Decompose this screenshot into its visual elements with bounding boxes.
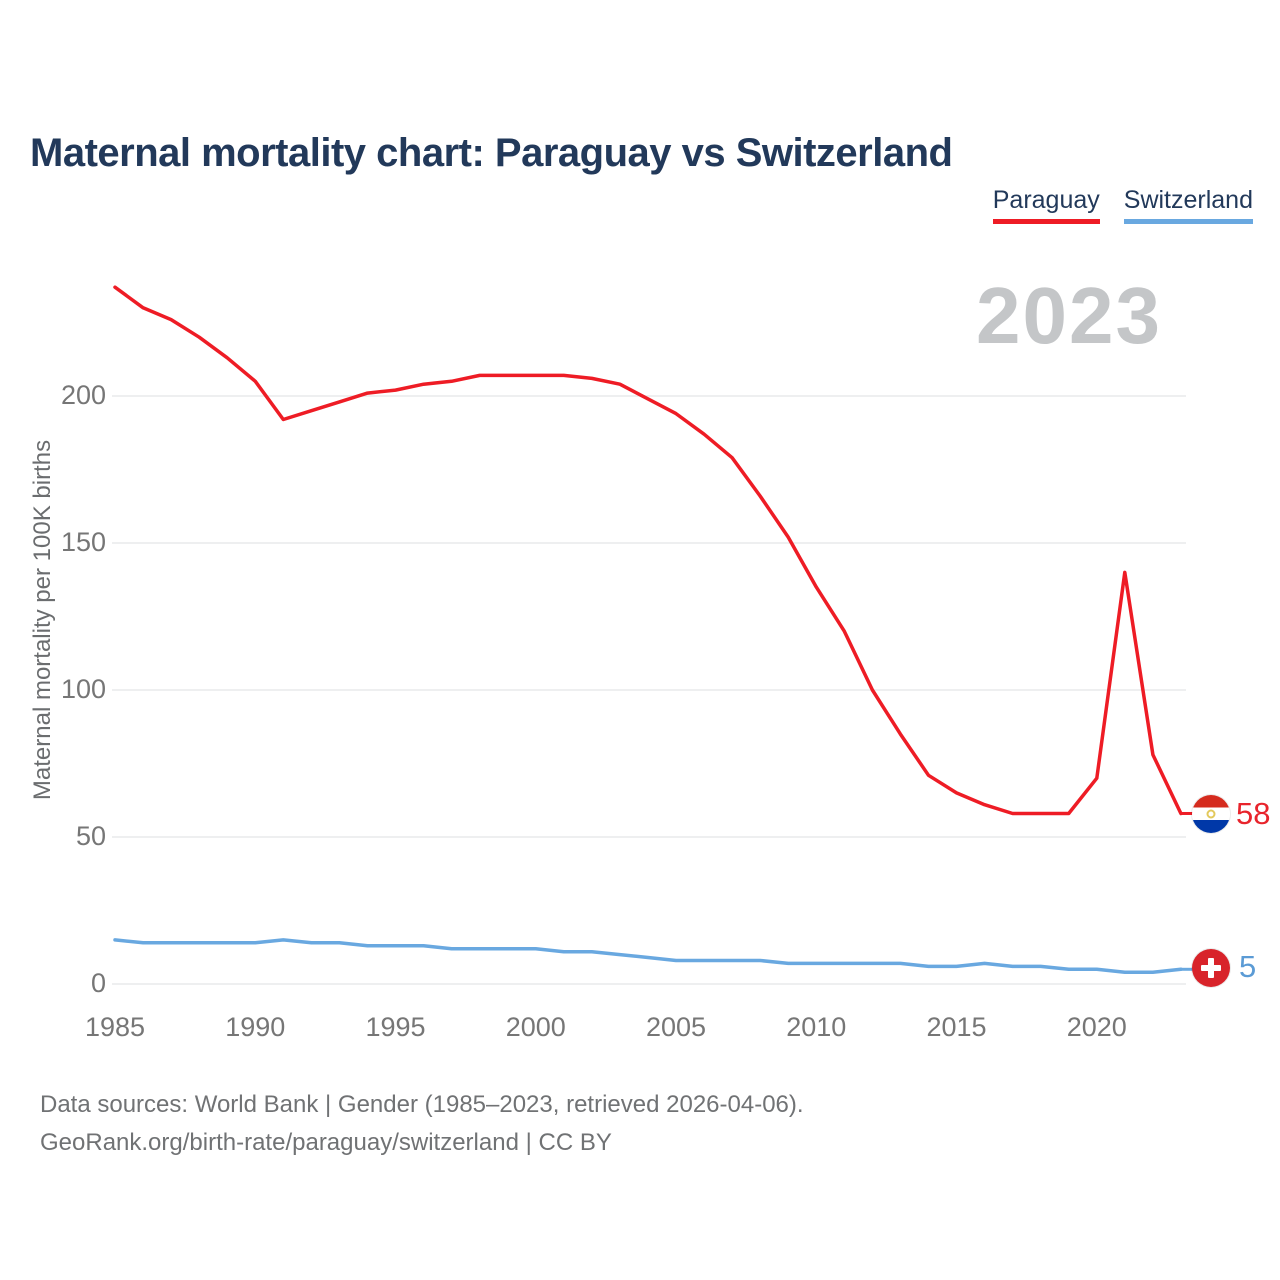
page-title: Maternal mortality chart: Paraguay vs Switzerland bbox=[30, 130, 953, 175]
footer-line-1: Data sources: World Bank | Gender (1985–2023, retrieved 2026-04-06). bbox=[40, 1091, 804, 1118]
x-tick-label-1990: 1990 bbox=[225, 1012, 286, 1042]
y-axis-title: Maternal mortality per 100K births bbox=[29, 439, 56, 801]
switzerland-flag-icon bbox=[1192, 949, 1230, 987]
year-annotation: 2023 bbox=[976, 271, 1162, 360]
y-tick-label-0: 0 bbox=[90, 968, 106, 998]
y-tick-label-150: 150 bbox=[60, 527, 106, 557]
paraguay-flag-icon bbox=[1192, 795, 1230, 833]
x-tick-label-2010: 2010 bbox=[786, 1012, 847, 1042]
paraguay-flag-emblem-icon bbox=[1207, 810, 1216, 819]
footer-line-2: GeoRank.org/birth-rate/paraguay/switzerland | CC BY bbox=[40, 1129, 612, 1156]
legend-item-paraguay[interactable]: Paraguay bbox=[993, 186, 1100, 224]
x-tick-label-2020: 2020 bbox=[1066, 1012, 1127, 1042]
x-tick-label-2015: 2015 bbox=[926, 1012, 987, 1042]
x-tick-label-2000: 2000 bbox=[505, 1012, 566, 1042]
switzerland-end-value: 5 bbox=[1239, 949, 1257, 984]
y-tick-label-200: 200 bbox=[60, 380, 106, 410]
data-source-footer bbox=[40, 1086, 804, 1162]
y-tick-label-50: 50 bbox=[75, 821, 106, 851]
x-tick-label-2005: 2005 bbox=[645, 1012, 707, 1042]
paraguay-line bbox=[115, 287, 1181, 813]
paraguay-end-value: 58 bbox=[1236, 796, 1271, 831]
x-tick-label-1995: 1995 bbox=[365, 1012, 426, 1042]
switzerland-line bbox=[115, 940, 1181, 972]
swiss-cross-icon bbox=[1208, 958, 1214, 978]
legend-item-switzerland[interactable]: Switzerland bbox=[1124, 186, 1253, 224]
y-tick-label-100: 100 bbox=[60, 674, 106, 704]
x-tick-label-1985: 1985 bbox=[84, 1012, 146, 1042]
